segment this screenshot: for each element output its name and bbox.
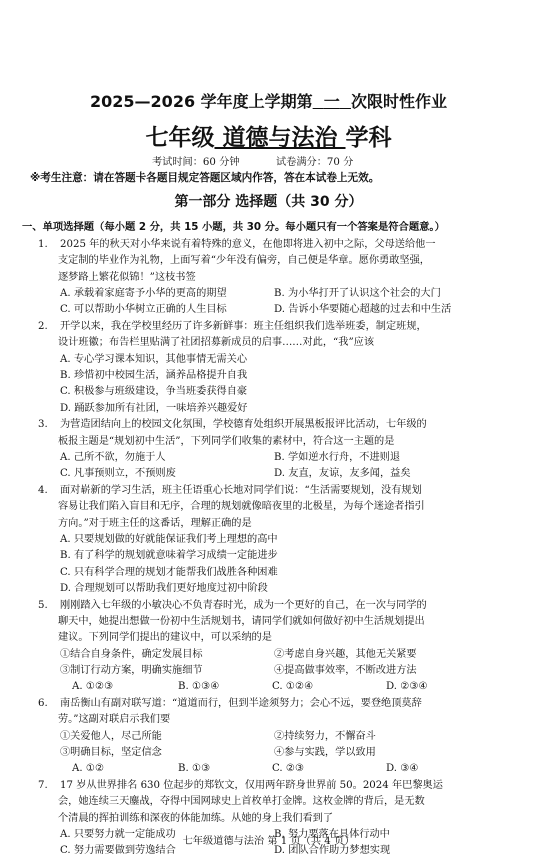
answer-option: A. ①②③: [72, 681, 114, 693]
answer-option: A. 己所不欲，勿施于人: [60, 451, 166, 463]
answer-option: C. 可以帮助小华树立正确的人生目标: [60, 304, 227, 316]
answer-option: C. 努力需要做到劳逸结合: [60, 845, 176, 857]
question-stem-line: 板报主题是“规划初中生活”，下列同学们收集的素材中，符合这一主题的是: [58, 435, 395, 447]
section-title: 第一部分 选择题（共 30 分）: [174, 194, 363, 210]
question-stem-line: 开学以来，我在学校里经历了许多新鲜事：班主任组织我们选举班委，制定班规，: [60, 321, 427, 332]
answer-option: B. ①③: [178, 763, 211, 775]
question-number: 1.: [38, 239, 48, 250]
question-number: 3.: [38, 419, 48, 431]
title-prefix: 2025—2026 学年度上学期第: [90, 92, 313, 111]
question-stem-line: 设计班徽；布告栏里贴满了社团招募新成员的启事……对此，“我”应该: [58, 337, 375, 349]
question-stem-line: 刚刚踏入七年级的小敏决心不负青春时光，成为一个更好的自己，在一次与同学的: [60, 599, 427, 611]
answer-option: C. ②③: [272, 763, 305, 775]
exam-title: [0, 92, 537, 112]
answer-option: D. 友直，友谅，友多闻，益矣: [274, 468, 411, 480]
question-stem-line: 容易让我们陷入盲目和无序，合理的规划就像暗夜里的北极星，为每个迷途者指引: [58, 501, 425, 513]
section-instruction: 一、单项选择题（每小题 2 分，共 15 小题，共 30 分。每小题只有一个答案是符合题意。）: [22, 221, 445, 233]
full-score: 试卷满分：70 分: [276, 157, 354, 168]
answer-option: B. 为小华打开了认识这个社会的大门: [274, 287, 441, 299]
exam-notice: ※考生注意：请在答题卡各题目规定答题区域内作答，答在本试卷上无效。: [30, 172, 380, 184]
answer-option: A. 只要努力就一定能成功: [60, 828, 176, 840]
answer-option: ②考虑自身兴趣，其他无关紧要: [274, 648, 417, 660]
question-stem-line: 建议。下列同学们提出的建议中，可以采纳的是: [58, 632, 272, 644]
answer-option: ①关爱他人，尽己所能: [60, 730, 162, 742]
answer-option: ③明确目标，坚定信念: [60, 746, 162, 758]
answer-option: A. 只要规划做的好就能保证我们考上理想的高中: [60, 533, 278, 545]
answer-option: A. ①②: [72, 763, 105, 775]
answer-option: ③制订行动方案，明确实施细节: [60, 664, 203, 676]
question-stem-line: 为营造团结向上的校园文化氛围，学校德育处组织开展黑板报评比活动，七年级的: [60, 419, 427, 431]
title-suffix: 次限时性作业: [350, 92, 447, 111]
answer-option: D. 合理规划可以帮助我们更好地度过初中阶段: [60, 582, 268, 594]
subject-grade: 七年级: [145, 125, 215, 151]
answer-option: A. 专心学习课本知识，其他事情无需关心: [60, 353, 248, 365]
page-footer: 七年级道德与法治 第 1 页（共 4 页）: [182, 836, 355, 847]
exam-time: 考试时间：60 分钟: [152, 157, 240, 168]
answer-option: A. 承载着家庭寄予小华的更高的期望: [60, 287, 227, 299]
question-stem-line: 支定制的毕业作为礼物，上面写着“少年没有偏旁，自己便是华章。愿你勇敢坚强，: [58, 255, 430, 267]
answer-option: D. ②③④: [386, 681, 428, 693]
answer-option: ④提高做事效率，不断改进方法: [274, 664, 417, 676]
answer-option: C. 积极参与班级建设，争当班委获得自豪: [60, 386, 248, 398]
subject-suffix: 学科: [345, 125, 392, 151]
question-stem-line: 逐梦路上繁花似锦！”这枝书签: [58, 271, 196, 283]
answer-option: ④参与实践，学以致用: [274, 746, 376, 758]
question-number: 7.: [38, 779, 48, 791]
answer-option: B. 学如逆水行舟，不进则退: [274, 451, 401, 463]
question-stem-line: 聊天中，她提出想做一份初中生活规划书，请同学们就如何做好初中生活规划提出: [58, 615, 425, 627]
answer-option: ②持续努力，不懈奋斗: [274, 730, 376, 742]
answer-option: C. 只有科学合理的规划才能帮我们战胜各种困难: [60, 566, 278, 578]
answer-option: D. ③④: [386, 763, 419, 775]
answer-option: B. 有了科学的规划就意味着学习成绩一定能进步: [60, 550, 278, 562]
question-stem-line: 2025 年的秋天对小华来说有着特殊的意义，在他即将进入初中之际，父母送给他一: [60, 239, 436, 250]
question-stem-line: 南岳衡山有副对联写道：“道道而行，但到半途须努力；会心不远，要登绝顶莫辞: [60, 697, 422, 709]
question-stem-line: 面对崭新的学习生活，班主任语重心长地对同学们说：“生活需要规划，没有规划: [60, 485, 422, 496]
question-stem-line: 会，她连续三天鏖战，夺得中国网球史上首枚单打金牌。这枚金牌的背后，是无数: [58, 796, 425, 808]
subject-title: [0, 124, 537, 152]
question-stem-line: 17 岁从世界排名 630 位起步的郑钦文，仅用两年跻身世界前 50。2024 年巴黎奥运: [60, 779, 443, 791]
title-number: 一: [323, 92, 340, 111]
answer-option: D. 告诉小华要随心超越的过去和中生活: [274, 304, 452, 316]
question-number: 5.: [38, 599, 48, 611]
question-stem-line: 劳。”这副对联启示我们要: [58, 714, 171, 726]
question-number: 6.: [38, 697, 48, 709]
question-stem-line: 方向。”对于班主任的这番话，理解正确的是: [58, 517, 252, 529]
answer-option: ①结合自身条件，确定发展目标: [60, 648, 203, 660]
answer-option: C. ①②④: [272, 681, 314, 693]
answer-option: B. 珍惜初中校园生活，涵养品格提升自我: [60, 369, 248, 381]
question-number: 2.: [38, 321, 48, 332]
question-number: 4.: [38, 485, 48, 496]
answer-option: B. 努力要落在具体行动中: [274, 828, 390, 840]
question-stem-line: 个清晨的挥拍训练和深夜的体能加练。从她的身上我们看到了: [58, 812, 334, 824]
answer-option: D. 团队合作助力梦想实现: [274, 845, 391, 857]
answer-option: C. 凡事预则立，不预则废: [60, 468, 176, 480]
subject-name: 道德与法治: [222, 125, 338, 151]
answer-option: B. ①③④: [178, 681, 220, 693]
answer-option: D. 踊跃参加所有社团，一味培养兴趣爱好: [60, 402, 248, 414]
